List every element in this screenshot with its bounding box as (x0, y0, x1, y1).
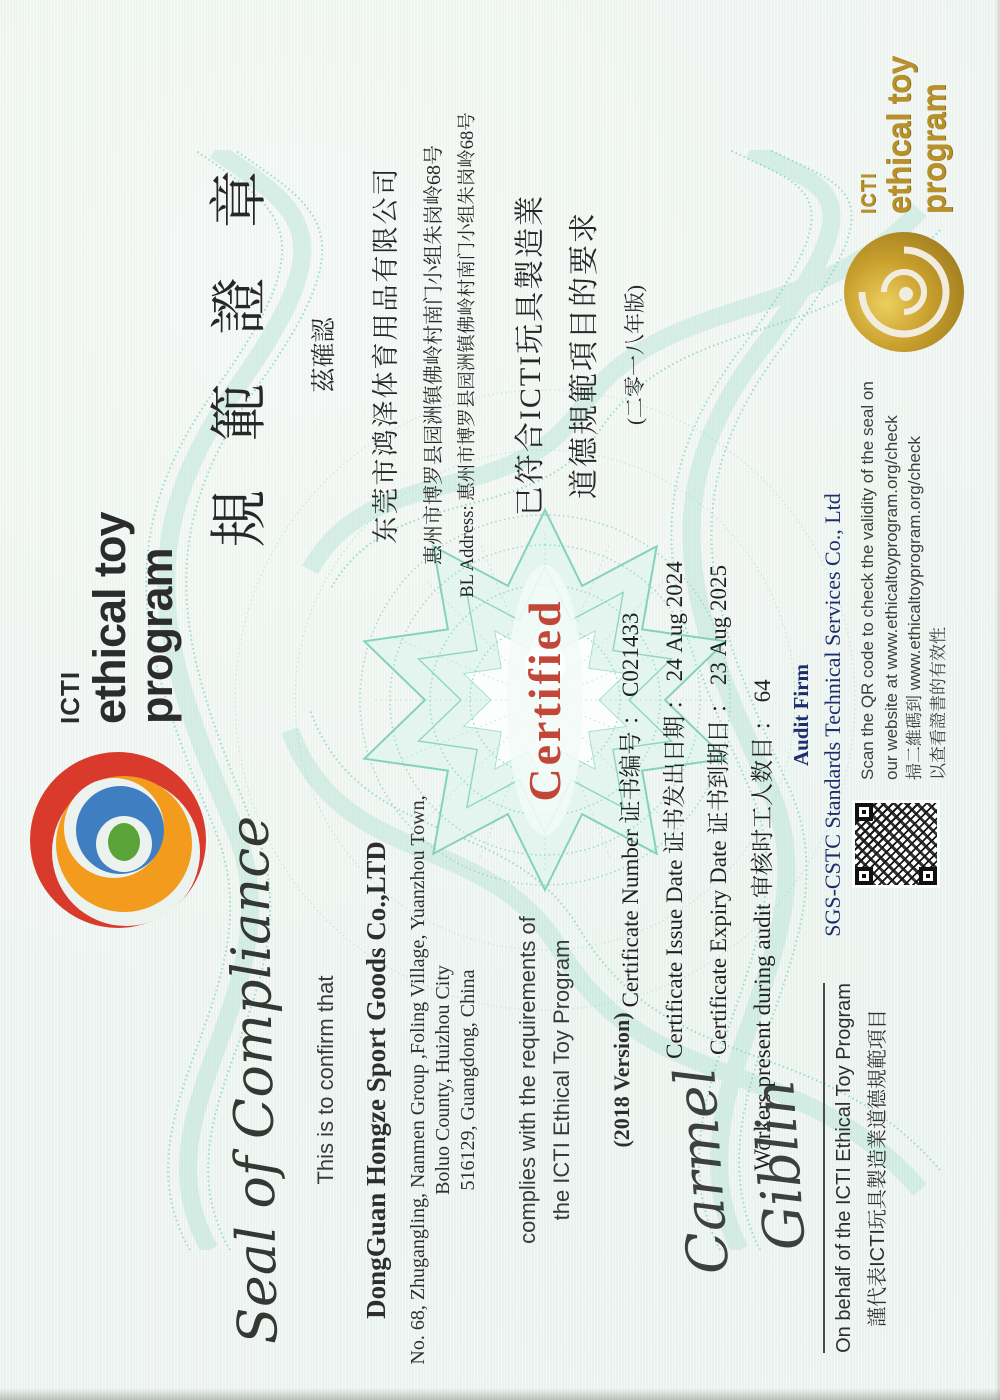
scan-edge-right (995, 0, 1000, 1400)
certificate-title-cn: 規 範 證 章 (207, 162, 272, 548)
gold-seal-wordmark (859, 56, 950, 214)
qr-code-icon (852, 800, 940, 888)
complies-text-cn-line1: 已符合ICTI玩具製造業 (514, 193, 547, 517)
scan-instructions-line3: 掃二維碼到 www.ethicaltoyprogram.org/check (905, 436, 924, 780)
qr-finder (919, 867, 937, 885)
certified-watermark: Certified (519, 598, 570, 802)
scan-instructions (856, 355, 950, 780)
audit-firm-block (789, 460, 846, 970)
complies-text-en-line2: the ICTI Ethical Toy Program (549, 939, 574, 1221)
audit-firm-name: SGS-CSTC Standards Technical Services Co., Ltd (820, 493, 845, 937)
icti-logo-line: program (131, 548, 182, 724)
confirm-text-en: This is to confirm that (313, 975, 338, 1185)
chinese-section (192, 95, 649, 615)
english-section (217, 770, 635, 1390)
complies-text-cn-line2: 道德規範項目的要求 (568, 211, 601, 499)
scan-instructions-line2: our website at www.ethicaltoyprogram.org/check (881, 415, 901, 780)
scan-instructions-line1: Scan the QR code to check the validity of the seal on (858, 381, 877, 780)
company-address-en-line3: 516129, Guangdong, China (457, 969, 479, 1191)
scan-edge-bottom (0, 1388, 1000, 1400)
detail-row-certificate-number (612, 470, 645, 1150)
gold-seal-mark-icon (842, 230, 966, 354)
company-address-cn: 惠州市博罗县园洲镇佛岭村南门小组朱岗岭68号 (423, 145, 445, 565)
gold-seal-line: ethical toy (879, 56, 917, 214)
signature-name: Carmel Giblin (662, 1065, 820, 1277)
gold-seal (842, 56, 966, 354)
detail-value: 24 Aug 2024 (662, 561, 687, 682)
detail-colon: ： (706, 690, 731, 714)
icti-logo (28, 512, 208, 930)
company-name-cn: 东莞市鸿泽体育用品有限公司 (371, 166, 401, 544)
qr-finder (855, 867, 873, 885)
on-behalf-text-cn: 謹代表ICTI玩具製造業道德規範項目 (866, 1009, 889, 1327)
version-text-en: (2018 Version) (609, 1012, 634, 1148)
detail-label: Workers present during audit 审核时工人数目 (750, 736, 775, 1171)
detail-colon: ： (618, 702, 643, 726)
icti-logo-wordmark (55, 512, 182, 724)
confirm-text-cn: 茲確認 (311, 317, 338, 393)
bl-address-cn: BL Address: 惠州市博罗县园洲镇佛岭村南门小组朱岗岭68号 (458, 112, 478, 598)
gold-seal-line: ICTI (857, 172, 880, 214)
complies-text-en-line1: complies with the requirements of (515, 916, 540, 1244)
version-text-cn: (二零一八年版) (623, 285, 647, 425)
icti-logo-mark-icon (28, 750, 208, 930)
company-name-en: DongGuan Hongze Sport Goods Co.,LTD (361, 841, 391, 1319)
company-address-en-line1: No. 68, Zhugangling, Nanmen Group ,Foling Village, Yuanzhou Town, (407, 795, 429, 1365)
detail-label: Certificate Number 证书编号 (618, 731, 643, 1008)
detail-value: 64 (750, 679, 775, 703)
gold-seal-line: program (914, 83, 952, 214)
detail-value: C021433 (618, 612, 643, 697)
icti-logo-line: ICTI (55, 670, 85, 724)
scan-instructions-line4: 以查看證書的有效性 (928, 627, 948, 780)
detail-colon: ： (662, 687, 687, 711)
seal-of-compliance-heading: Seal of Compliance (217, 815, 290, 1345)
detail-value: 23 Aug 2025 (706, 565, 731, 686)
detail-colon: ： (750, 708, 775, 732)
detail-label: Certificate Issue Date 证书发出日期 (662, 715, 687, 1059)
qr-pattern (855, 803, 937, 885)
signature-block (664, 972, 890, 1364)
qr-finder (855, 803, 873, 821)
icti-logo-line: ethical toy (84, 512, 135, 724)
detail-label: Certificate Expiry Date 证书到期日 (706, 719, 731, 1055)
company-address-en-line2: Boluo County, Huizhou City (432, 965, 454, 1195)
audit-firm-label: Audit Firm (789, 663, 813, 767)
on-behalf-text-en: On behalf of the ICTI Ethical Toy Program (832, 983, 855, 1353)
